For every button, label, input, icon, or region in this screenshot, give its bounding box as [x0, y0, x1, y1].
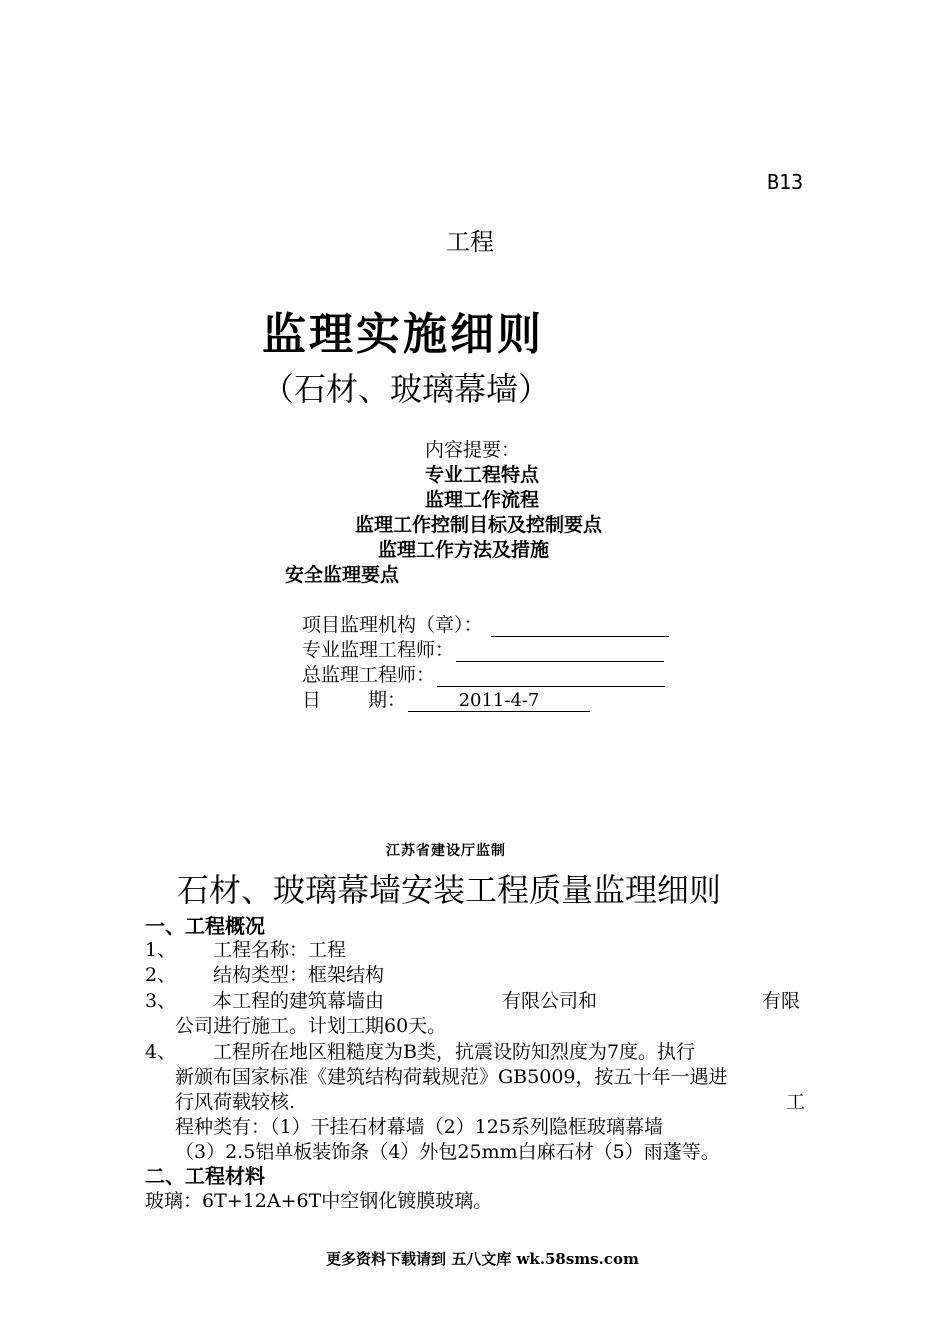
contents-item: 安全监理要点 [285, 564, 400, 586]
document-code: B13 [767, 170, 804, 194]
list-number: 4、 [145, 1041, 177, 1063]
list-number: 2、 [145, 964, 177, 986]
list-text: 工程名称：工程 [213, 939, 347, 961]
list-item [145, 935, 346, 962]
list-text: 程种类有：（1）干挂石材幕墙（2）125系列隐框玻璃幕墙 [175, 1116, 663, 1138]
list-text: 有限公司和 [502, 990, 598, 1012]
project-name: 工程 [446, 228, 494, 256]
contents-item: 专业工程特点 [425, 464, 540, 486]
signature-engineer-label: 专业监理工程师： [302, 639, 455, 661]
section-heading: 二、工程材料 [145, 1164, 265, 1188]
list-text: 公司进行施工。计划工期60天。 [175, 1015, 447, 1037]
issuer-note: 江苏省建设厅监制 [386, 843, 506, 859]
contents-heading: 内容提要： [425, 439, 521, 461]
list-text: 工程所在地区粗糙度为B类，抗震设防知烈度为7度。执行 [213, 1041, 696, 1063]
list-text: 本工程的建筑幕墙由 [213, 990, 385, 1012]
contents-item: 监理工作方法及措施 [378, 539, 550, 561]
signature-org-field [491, 616, 669, 637]
date-value: 2011-4-7 [408, 691, 590, 712]
contents-item: 监理工作流程 [425, 489, 540, 511]
section-title: 石材、玻璃幕墙安装工程质量监理细则 [177, 871, 722, 909]
signature-engineer-row [302, 635, 664, 662]
signature-org-row [302, 610, 669, 637]
signature-org-label: 项目监理机构（章）： [302, 614, 483, 636]
footer-link[interactable]: 更多资料下载请到 五八文库 wk.58sms.com [326, 1250, 639, 1268]
section-heading: 一、工程概况 [145, 914, 265, 938]
signature-chief-label: 总监理工程师： [302, 664, 436, 686]
signature-chief-field [437, 666, 665, 687]
list-text: 新颁布国家标准《建筑结构荷载规范》GB5009，按五十年一遇进 [175, 1066, 728, 1088]
list-text: 行风荷载较核. [175, 1091, 296, 1113]
contents-item: 监理工作控制目标及控制要点 [355, 514, 603, 536]
date-label-start: 日 [302, 689, 322, 711]
list-number: 3、 [145, 990, 177, 1012]
subtitle: （石材、玻璃幕墙） [262, 370, 551, 408]
list-item [145, 1037, 695, 1064]
signature-engineer-field [456, 641, 664, 662]
paragraph: 玻璃：6T+12A+6T中空钢化镀膜玻璃。 [145, 1190, 493, 1212]
list-item [145, 960, 384, 987]
main-title: 监理实施细则 [262, 309, 544, 360]
signature-chief-row [302, 660, 665, 687]
list-text: 工 [786, 1091, 806, 1113]
list-item [145, 986, 384, 1013]
date-label-end: 期： [368, 689, 407, 711]
signature-date-row [302, 685, 590, 712]
list-number: 1、 [145, 939, 177, 961]
list-text: 结构类型：框架结构 [213, 964, 385, 986]
list-text: 有限 [762, 990, 801, 1012]
list-text: （3）2.5铝单板装饰条（4）外包25mm白麻石材（5）雨蓬等。 [175, 1141, 720, 1163]
